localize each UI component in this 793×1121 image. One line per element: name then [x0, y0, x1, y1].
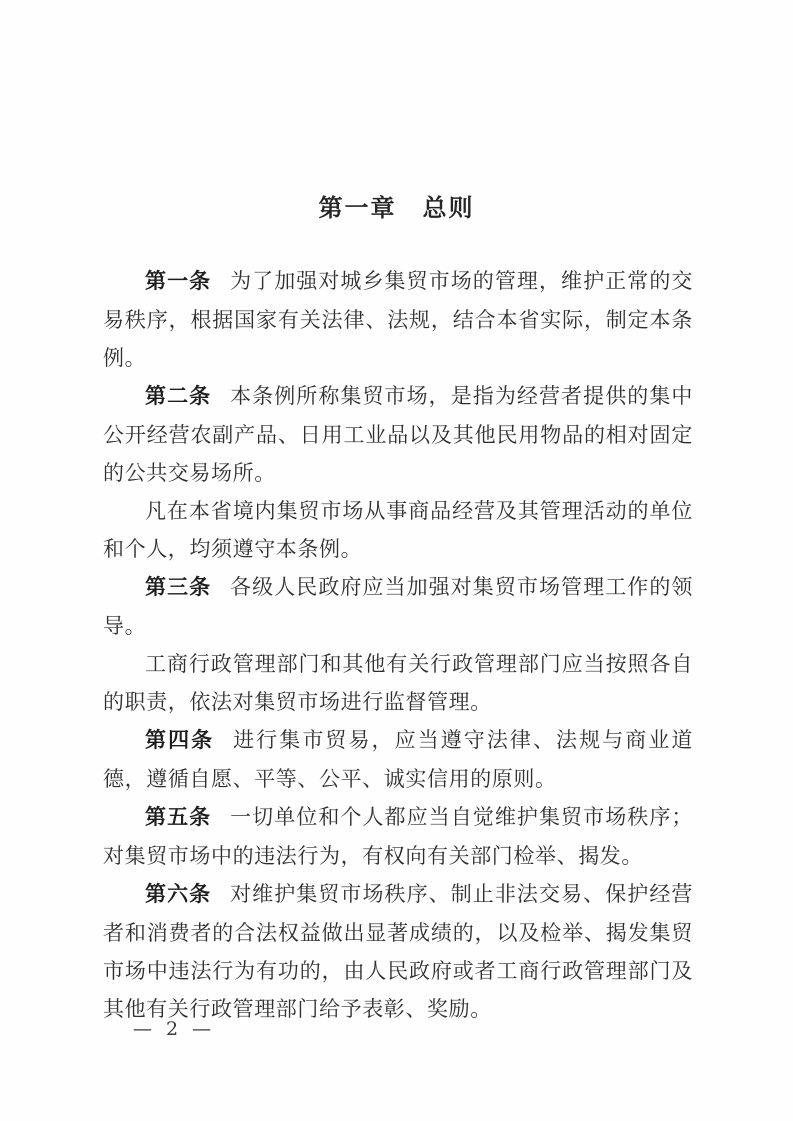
article-2-paragraph-2 [103, 492, 693, 568]
article-2-number: 第二条 [145, 385, 212, 408]
article-1 [103, 262, 693, 377]
article-4-text: 进行集市贸易，应当遵守法律、法规与商业道德，遵循自愿、平等、公平、诚实信用的原则。 [103, 728, 694, 791]
article-3-text: 各级人民政府应当加强对集贸市场管理工作的领导。 [103, 575, 693, 638]
article-6 [103, 875, 693, 1028]
article-3-paragraph-2-text: 工商行政管理部门和其他有关行政管理部门应当按照各自的职责，依法对集贸市场进行监督管理。 [103, 652, 693, 714]
article-4 [103, 721, 693, 798]
article-3-number: 第三条 [145, 576, 212, 599]
article-4-number: 第四条 [145, 729, 215, 752]
article-2 [103, 377, 693, 492]
article-6-number: 第六条 [145, 883, 212, 906]
article-2-paragraph-2-text: 凡在本省境内集贸市场从事商品经营及其管理活动的单位和个人，均须遵守本条例。 [103, 499, 693, 561]
article-1-number: 第一条 [145, 270, 212, 293]
article-5-number: 第五条 [145, 806, 212, 829]
article-6-text: 对维护集贸市场秩序、制止非法交易、保护经营者和消费者的合法权益做出显著成绩的，以及检举、揭发集贸市场中违法行为有功的，由人民政府或者工商行政管理部门及其他有关行政管理部门给予表彰、奖励。 [103, 882, 693, 1021]
article-2-text: 本条例所称集贸市场，是指为经营者提供的集中公开经营农副产品、日用工业品以及其他民用物品的相对固定的公共交易场所。 [103, 384, 693, 485]
article-5 [103, 798, 693, 875]
article-5-text: 一切单位和个人都应当自觉维护集贸市场秩序；对集贸市场中的违法行为，有权向有关部门检举、揭发。 [103, 805, 693, 868]
article-3-paragraph-2 [103, 645, 693, 721]
chapter-title: 第一章 总则 [318, 195, 475, 222]
article-1-text: 为了加强对城乡集贸市场的管理，维护正常的交易秩序，根据国家有关法律、法规，结合本省实际，制定本条例。 [103, 269, 693, 370]
document-body [103, 262, 693, 1028]
article-3 [103, 568, 693, 645]
page-number: — 2 — [133, 1018, 216, 1040]
